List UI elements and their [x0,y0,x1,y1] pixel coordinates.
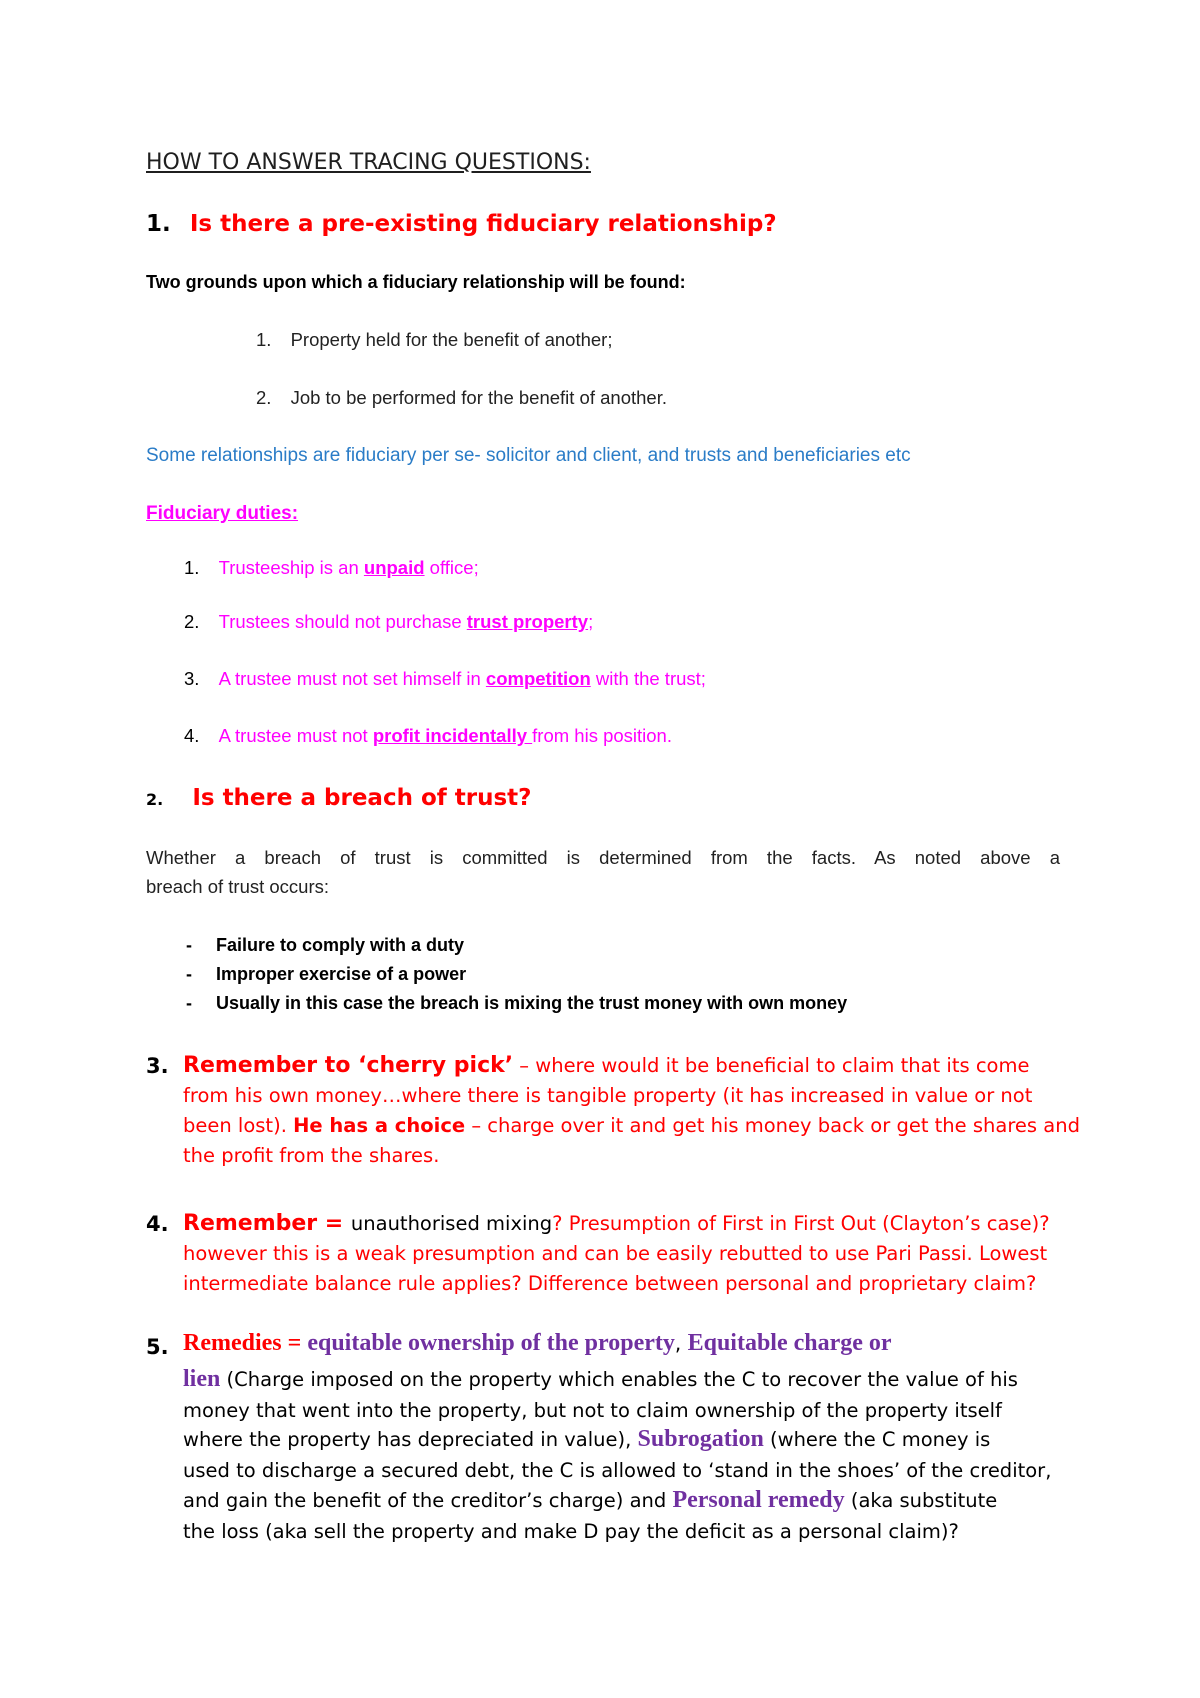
question-1 [146,211,777,237]
question-3-line: the profit from the shares. [183,1144,440,1167]
question-5-line [183,1330,892,1357]
fiduciary-duties-heading: Fiduciary duties: [146,503,299,524]
question-1-number: 1. [146,211,171,237]
breach-bullet [186,993,847,1014]
question-2 [146,785,532,811]
ground-number: 1. [256,329,272,350]
duty-number: 1. [184,557,200,578]
remedy-subrogation: Subrogation [637,1426,764,1452]
document-title: HOW TO ANSWER TRACING QUESTIONS: [146,150,591,175]
bullet-text: Improper exercise of a power [216,964,467,984]
question-4-line: however this is a weak presumption and can be easily rebutted to use Pari Passi. Lowest [183,1242,1048,1265]
duty-number: 4. [184,725,200,746]
cherry-pick-lead: Remember to ‘cherry pick’ [183,1053,514,1078]
question-1-text: Is there a pre-existing fiduciary relationship? [189,211,777,237]
question-5-text: (aka substitute [844,1489,998,1512]
breach-paragraph-line: breach of trust occurs: [146,876,330,897]
question-5-line: the loss (aka sell the property and make D pay the deficit as a personal claim)? [183,1520,959,1543]
duty-text: from his position. [532,725,672,746]
remedy-lien: lien [183,1366,221,1392]
ground-item [256,387,667,409]
separator: , [674,1331,688,1355]
bullet-text: Usually in this case the breach is mixing the trust money with own money [216,993,848,1013]
question-5-text: (Charge imposed on the property which enables the C to recover the value of his [220,1368,1018,1391]
remedy-equitable-charge: Equitable charge or [687,1330,892,1356]
remedy-equitable-ownership: equitable ownership of the property [307,1330,675,1356]
duty-keyword: trust property [466,611,589,632]
duty-text: with the trust; [590,668,706,689]
question-4-line: intermediate balance rule applies? Difference between personal and proprietary claim? [183,1272,1037,1295]
duty-text: Trusteeship is an [218,557,364,578]
question-5-line [183,1426,990,1453]
duty-keyword: profit incidentally [372,725,533,746]
question-5-line [183,1487,997,1514]
ground-number: 2. [256,387,272,408]
question-3-number: 3. [146,1054,169,1078]
question-2-text: Is there a breach of trust? [192,785,532,811]
per-se-note: Some relationships are fiduciary per se- solicitor and client, and trusts and beneficiaries etc [146,445,911,466]
duty-number: 2. [184,611,200,632]
remedy-personal: Personal remedy [672,1487,845,1513]
duty-item [184,611,593,633]
bullet-text: Failure to comply with a duty [216,935,465,955]
ground-text: Property held for the benefit of another; [290,329,613,350]
bullet-dash: - [186,964,192,984]
duty-text: A trustee must not set himself in [218,668,486,689]
remember-lead: Remember = [183,1211,351,1236]
duty-item [184,725,672,747]
question-4-number: 4. [146,1212,169,1236]
duty-keyword: competition [485,668,591,689]
unauthorised-mixing: unauthorised mixing [350,1212,553,1235]
duty-text: A trustee must not [218,725,373,746]
question-3-line [183,1114,1080,1137]
question-3-line [183,1053,1029,1078]
question-3-line: from his own money…where there is tangible property (it has increased in value or not [183,1084,1033,1107]
duty-item [184,668,706,690]
question-5-line: used to discharge a secured debt, the C is allowed to ‘stand in the shoes’ of the creditor, [183,1459,1052,1482]
question-3-text: – where would it be beneficial to claim that its come [513,1054,1030,1077]
remedies-lead: Remedies = [183,1330,308,1356]
duty-keyword: unpaid [363,557,425,578]
question-5-number: 5. [146,1335,169,1359]
bullet-dash: - [186,935,192,955]
question-3-text: been lost). [183,1114,294,1137]
breach-bullet [186,935,464,956]
duty-number: 3. [184,668,200,689]
bullet-dash: - [186,993,192,1013]
question-5-line: money that went into the property, but not to claim ownership of the property itself [183,1399,1002,1422]
question-4-line [183,1211,1050,1236]
question-5-text: and gain the benefit of the creditor’s charge) and [183,1489,673,1512]
ground-item [256,329,612,351]
breach-bullet [186,964,466,985]
breach-paragraph-line: Whether a breach of trust is committed is determined from the facts. As noted above a [146,847,1060,868]
question-5-text: where the property has depreciated in value), [183,1428,638,1451]
question-3-text: – charge over it and get his money back or get the shares and [465,1114,1080,1137]
duty-text: office; [424,557,479,578]
grounds-heading: Two grounds upon which a fiduciary relationship will be found: [146,272,686,292]
duty-item [184,557,479,579]
choice-lead: He has a choice [293,1114,466,1137]
duty-text: ; [588,611,594,632]
question-4-text: ? Presumption of First in First Out (Clayton’s case)? [552,1212,1050,1235]
ground-text: Job to be performed for the benefit of another. [290,387,667,408]
duty-text: Trustees should not purchase [218,611,467,632]
question-5-line [183,1366,1018,1393]
question-5-text: (where the C money is [763,1428,991,1451]
question-2-number: 2. [146,790,164,809]
